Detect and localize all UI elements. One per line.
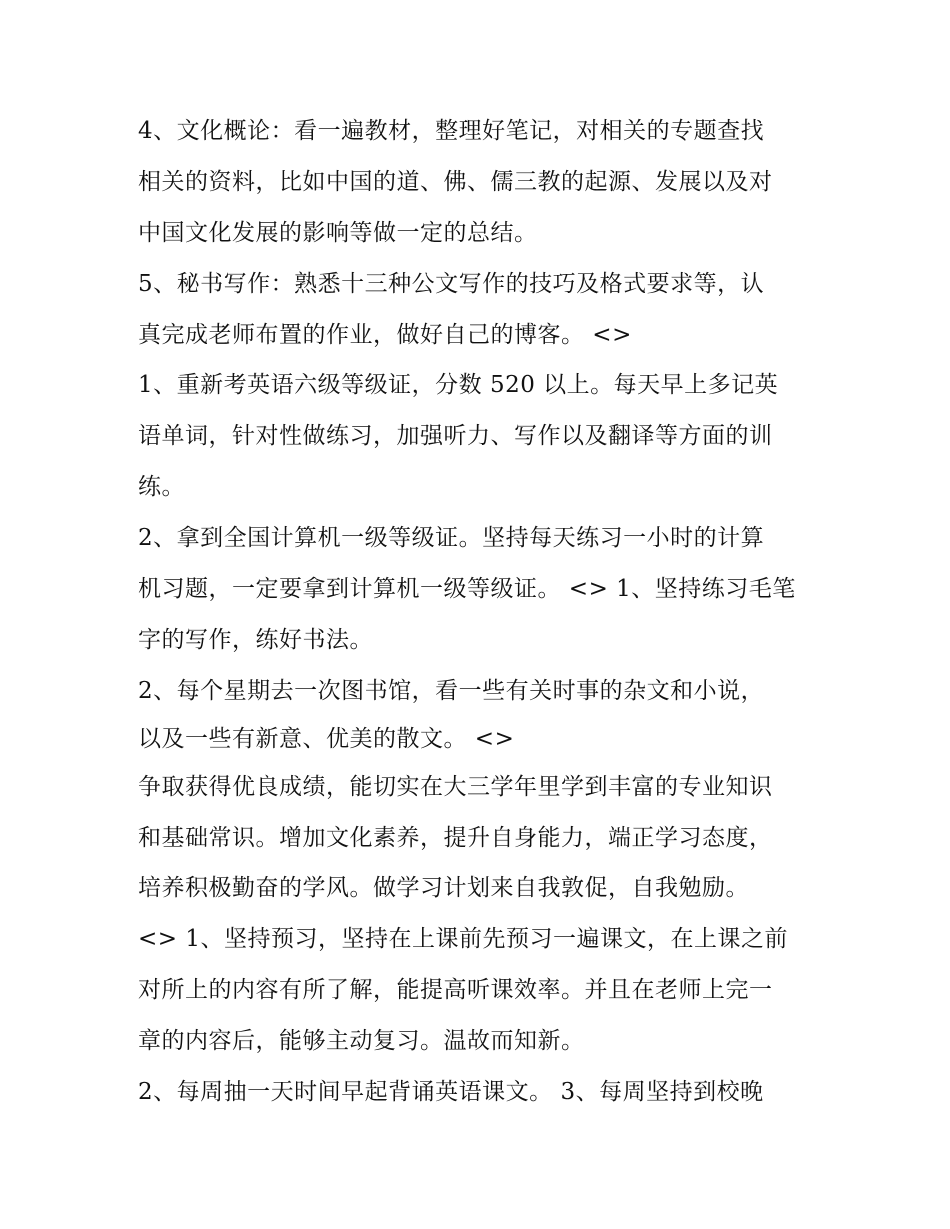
- text-line: 相关的资料，比如中国的道、佛、儒三教的起源、发展以及对: [138, 168, 773, 195]
- text-line: 章的内容后，能够主动复习。温故而知新。: [138, 1028, 585, 1055]
- document-body: [138, 106, 828, 1118]
- text-line: 练。: [138, 474, 185, 501]
- text-line: 2、拿到全国计算机一级等级证。坚持每天练习一小时的计算: [138, 525, 765, 552]
- text-line: 机习题，一定要拿到计算机一级等级证。 <> 1、坚持练习毛笔: [138, 576, 796, 603]
- text-line: 4、文化概论：看一遍教材，整理好笔记，对相关的专题查找: [138, 118, 765, 144]
- text-line: 中国文化发展的影响等做一定的总结。: [138, 219, 538, 246]
- text-line: 争取获得优良成绩，能切实在大三学年里学到丰富的专业知识: [138, 773, 773, 800]
- text-line: 字的写作，练好书法。: [138, 626, 373, 653]
- text-line: 对所上的内容有所了解，能提高听课效率。并且在老师上完一: [138, 977, 773, 1004]
- text-line: 1、重新考英语六级等级证，分数 520 以上。每天早上多记英: [138, 372, 779, 399]
- text-line: 2、每周抽一天时间早起背诵英语课文。 3、每周坚持到校晚: [138, 1079, 764, 1106]
- text-line: 和基础常识。增加文化素养，提升自身能力，端正学习态度，: [138, 824, 773, 851]
- text-line: 真完成老师布置的作业，做好自己的博客。 <>: [138, 321, 632, 348]
- text-line: 培养积极勤奋的学风。做学习计划来自我敦促，自我勉励。: [138, 875, 749, 902]
- text-line: 2、每个星期去一次图书馆，看一些有关时事的杂文和小说，: [138, 677, 765, 704]
- text-line: 语单词，针对性做练习，加强听力、写作以及翻译等方面的训: [138, 423, 773, 450]
- text-line: 5、秘书写作：熟悉十三种公文写作的技巧及格式要求等，认: [138, 270, 765, 297]
- text-line: <> 1、坚持预习，坚持在上课前先预习一遍课文，在上课之前: [138, 926, 788, 953]
- text-line: 以及一些有新意、优美的散文。 <>: [138, 725, 515, 752]
